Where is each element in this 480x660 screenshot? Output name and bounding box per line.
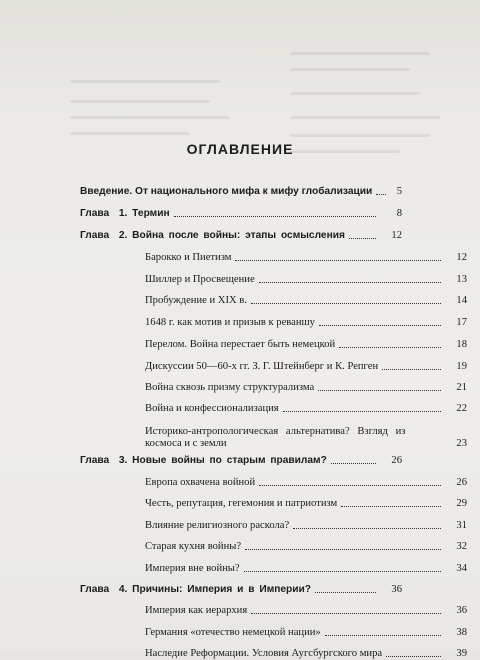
toc-leader-dots [244,571,441,572]
toc-entry-label: Глава 2. Война после войны: этапы осмысления [80,230,345,241]
toc-entry-section[interactable] [80,520,467,532]
toc-entry-section[interactable] [80,605,467,617]
toc-leader-dots [331,463,376,464]
toc-page-number: 18 [456,339,467,350]
toc-entry-chapter[interactable] [80,584,402,596]
toc-entry-label: Введение. От национального мифа к мифу глобализации [80,186,373,197]
toc-leader-dots [325,635,441,636]
toc-page-number: 31 [456,520,467,531]
toc-leader-dots [283,411,441,412]
toc-page-number: 38 [456,627,467,638]
toc-entry-label: Война сквозь призму структурализма [145,382,315,393]
toc-entry-label: Наследие Реформации. Условия Аугсбургского мира [145,648,383,659]
toc-entry-chapter[interactable] [80,230,402,242]
toc-entry-label: Дискуссии 50—60-х гг. З. Г. Штейнберг и К. Репген [145,361,379,372]
toc-page-number: 39 [456,648,467,659]
toc-leader-dots [319,325,441,326]
toc-page-number: 22 [456,403,467,414]
toc-leader-dots [349,238,376,239]
toc-entry-section[interactable] [80,252,467,264]
toc-entry-label: Влияние религиозного раскола? [145,520,290,531]
toc-leader-dots [339,347,441,348]
toc-page-number: 23 [456,438,467,449]
toc-page-number: 12 [391,230,402,241]
bleed-through-text [40,30,440,180]
toc-entry-label: Барокко и Пиетизм [145,252,232,263]
toc-leader-dots [315,592,376,593]
toc-leader-dots [259,282,441,283]
toc-leader-dots [251,303,441,304]
toc-page-number: 36 [456,605,467,616]
toc-entry-section[interactable] [80,295,467,307]
toc-page-number: 5 [396,186,402,197]
toc-entry-label: Честь, репутация, гегемония и патриотизм [145,498,338,509]
toc-leader-dots [259,485,441,486]
toc-entry-chapter[interactable] [80,455,402,467]
toc-entry-label: Глава 1. Термин [80,208,170,219]
toc-entry-label-continued: космоса и с земли [145,438,227,449]
toc-leader-dots [235,260,441,261]
toc-entry-label: Перелом. Война перестает быть немецкой [145,339,336,350]
toc-page-number: 17 [456,317,467,328]
toc-page-number: 36 [391,584,402,595]
toc-entry-section[interactable] [80,648,467,660]
toc-leader-dots [293,528,441,529]
page-title: ОГЛАВЛЕНИЕ [186,141,294,157]
toc-entry-section[interactable] [80,382,467,394]
toc-leader-dots [245,549,441,550]
toc-entry-section[interactable] [80,563,467,575]
toc-entry-chapter[interactable] [80,186,402,198]
toc-entry-label: Глава 3. Новые войны по старым правилам? [80,455,327,466]
toc-leader-dots [174,216,376,217]
toc-leader-dots [318,390,441,391]
toc-entry-label: 1648 г. как мотив и призыв к реваншу [145,317,315,328]
toc-entry-label: Империя как иерархия [145,605,248,616]
toc-leader-dots [341,506,441,507]
toc-page-number: 34 [456,563,467,574]
toc-entry-label: Старая кухня войны? [145,541,242,552]
toc-page-number: 21 [456,382,467,393]
toc-entry-label: Глава 4. Причины: Империя и в Империи? [80,584,312,595]
toc-page-number: 26 [456,477,467,488]
toc-entry-label: Империя вне войны? [145,563,240,574]
toc-entry-section[interactable] [80,477,467,489]
toc-entry-section[interactable] [80,274,467,286]
toc-leader-dots [251,613,441,614]
toc-entry-label: Историко-антропологическая альтернатива? Взгляд из [145,426,406,437]
toc-entry-section[interactable] [80,541,467,553]
toc-entry-section[interactable] [80,627,467,639]
toc-entry-label: Пробуждение и XIX в. [145,295,247,306]
toc-entry-label: Шиллер и Просвещение [145,274,255,285]
toc-page-number: 32 [456,541,467,552]
toc-page-number: 19 [456,361,467,372]
toc-page-number: 12 [456,252,467,263]
toc-page-number: 29 [456,498,467,509]
toc-page-number: 8 [396,208,402,219]
toc-page-number: 13 [456,274,467,285]
toc-entry-section[interactable] [80,361,467,373]
toc-entry-label: Германия «отечество немецкой нации» [145,627,321,638]
toc-entry-section[interactable] [80,426,467,450]
toc-leader-dots [386,656,441,657]
toc-entry-section[interactable] [80,403,467,415]
toc-leader-dots [376,194,386,195]
toc-entry-label: Европа охвачена войной [145,477,256,488]
toc-entry-section[interactable] [80,498,467,510]
toc-page-number: 14 [456,295,467,306]
toc-entry-section[interactable] [80,317,467,329]
toc-leader-dots [382,369,441,370]
toc-entry-chapter[interactable] [80,208,402,220]
toc-entry-section[interactable] [80,339,467,351]
toc-page-number: 26 [391,455,402,466]
toc-entry-label: Война и конфессионализация [145,403,279,414]
